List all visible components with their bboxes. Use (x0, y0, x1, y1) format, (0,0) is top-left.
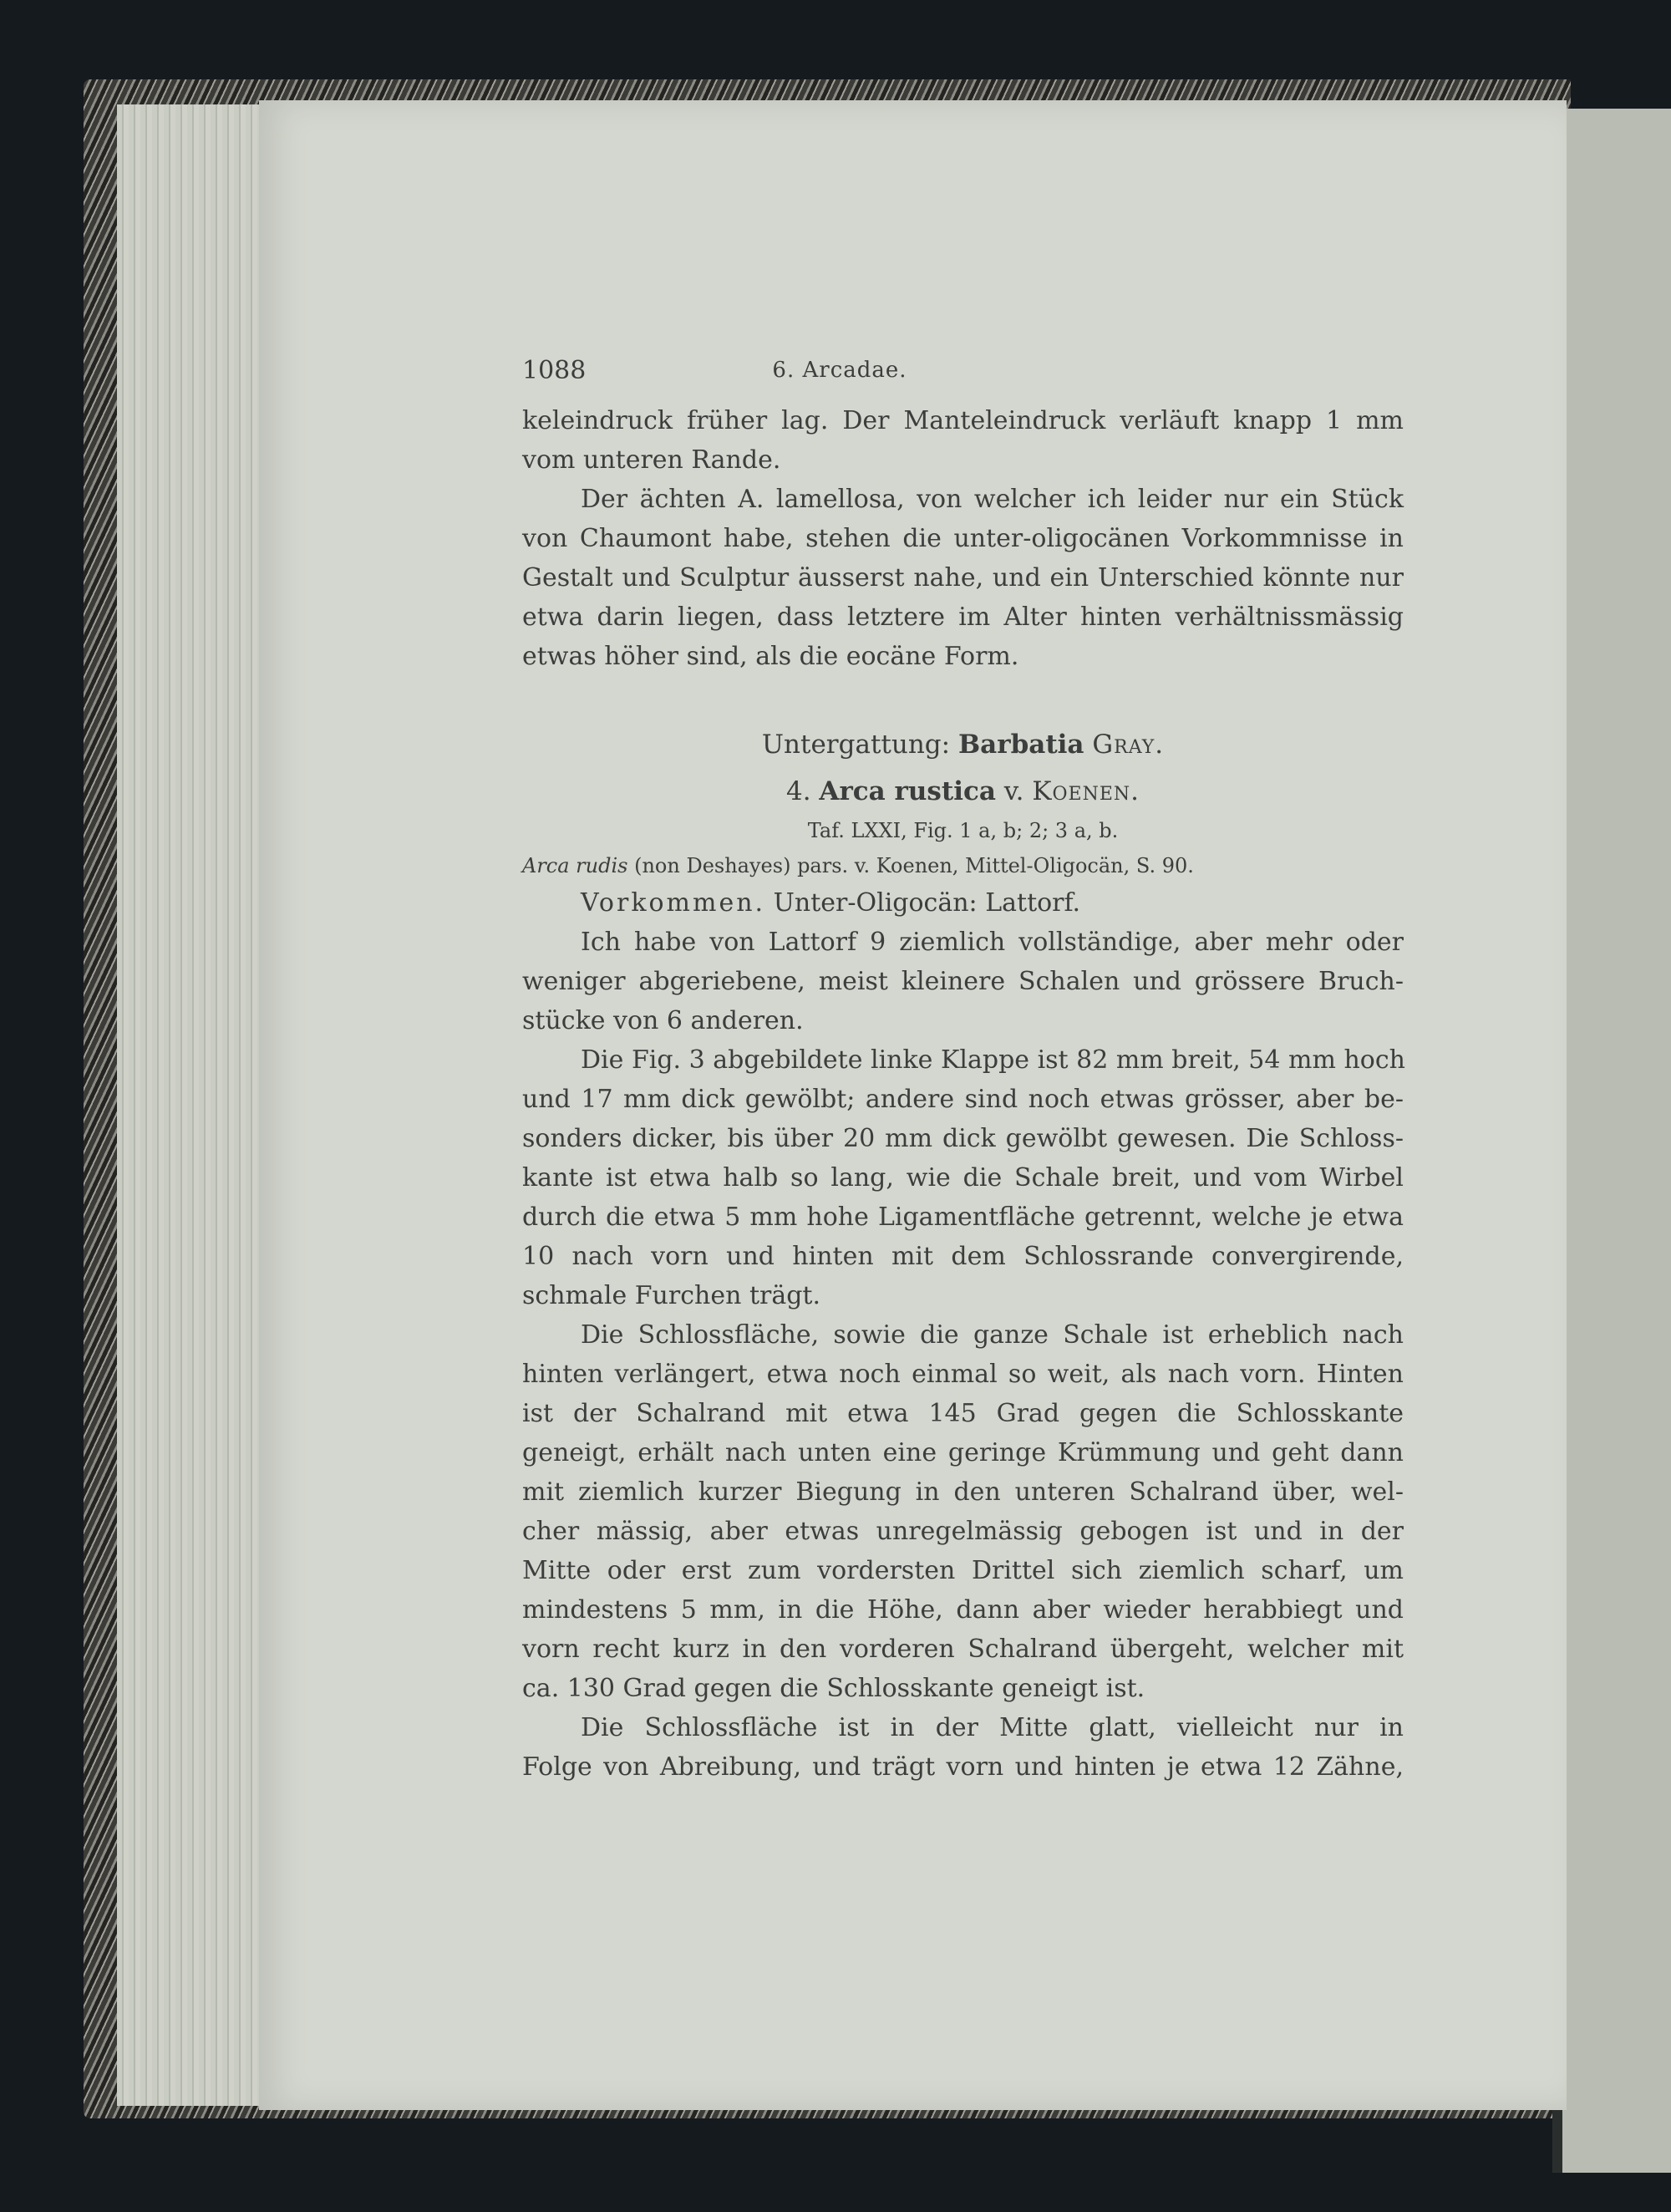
species-number: 4. (785, 776, 811, 806)
text-line: geneigt, erhält nach unten eine geringe Krümmung und geht dann (522, 1438, 1404, 1467)
synonymy-line (522, 848, 1404, 883)
text-line: Folge von Abreibung, und trägt vorn und hinten je etwa 12 Zähne, (522, 1752, 1404, 1782)
species-name: Arca rustica (819, 776, 996, 806)
running-title: 6. Arcadae. (772, 358, 907, 383)
species-heading (522, 770, 1404, 813)
text-line: Die Fig. 3 abgebildete linke Klappe ist 82 mm breit, 54 mm hoch (581, 1045, 1405, 1075)
species-author-prefix: v. (1003, 776, 1024, 806)
synonym-details: (non Deshayes) pars. v. Koenen, Mittel-Oligocän, S. 90. (634, 854, 1194, 877)
occurrence-label: Vorkommen. (581, 888, 766, 918)
book-page (259, 100, 1567, 2110)
text-line: und 17 mm dick gewölbt; andere sind noch etwas grösser, aber be- (522, 1085, 1404, 1114)
text-line: Gestalt und Sculptur äusserst nahe, und ein Unterschied könnte nur (522, 563, 1404, 592)
occurrence-value: Unter-Oligocän: Lattorf. (773, 888, 1081, 918)
body-text (522, 401, 1404, 1787)
text-line: mindestens 5 mm, in die Höhe, dann aber wieder herabbiegt und (522, 1595, 1404, 1625)
subgenus-author: Gray. (1092, 730, 1165, 760)
page-edges-stack (117, 104, 267, 2106)
species-author: Koenen. (1032, 776, 1140, 806)
text-line: keleindruck früher lag. Der Manteleindruck verläuft knapp 1 mm (522, 406, 1404, 435)
text-line: weniger abgeriebene, meist kleinere Schalen und grössere Bruch- (522, 967, 1404, 996)
text-line: 10 nach vorn und hinten mit dem Schlossrande convergirende, (522, 1242, 1404, 1271)
text-line: sonders dicker, bis über 20 mm dick gewölbt gewesen. Die Schloss- (522, 1124, 1404, 1153)
subgenus-name: Barbatia (957, 730, 1084, 760)
page-number: 1088 (522, 356, 587, 385)
text-line: vorn recht kurz in den vorderen Schalrand übergeht, welcher mit (522, 1635, 1404, 1664)
plate-reference: Taf. LXXI, Fig. 1 a, b; 2; 3 a, b. (807, 819, 1119, 842)
text-line: etwas höher sind, als die eocäne Form. (522, 642, 1019, 671)
text-line: mit ziemlich kurzer Biegung in den unteren Schalrand über, wel- (522, 1477, 1404, 1507)
running-head (522, 351, 1404, 384)
subgenus-heading (522, 720, 1404, 770)
text-line: Die Schlossfläche ist in der Mitte glatt, vielleicht nur in (581, 1713, 1404, 1742)
text-line: Die Schlossfläche, sowie die ganze Schale ist erheblich nach (581, 1320, 1404, 1350)
subgenus-prefix: Untergattung: (761, 730, 951, 760)
text-line: vom unteren Rande. (522, 445, 781, 475)
synonym-name: Arca rudis (522, 854, 628, 877)
text-line: Ich habe von Lattorf 9 ziemlich vollständige, aber mehr oder (581, 928, 1404, 957)
text-line: Mitte oder erst zum vordersten Drittel sich ziemlich scharf, um (522, 1556, 1404, 1585)
text-line: von Chaumont habe, stehen die unter-oligocänen Vorkommnisse in (522, 524, 1404, 553)
text-line: kante ist etwa halb so lang, wie die Schale breit, und vom Wirbel (522, 1163, 1404, 1192)
text-line: hinten verlängert, etwa noch einmal so weit, als nach vorn. Hinten (522, 1360, 1404, 1389)
text-line: ca. 130 Grad gegen die Schlosskante geneigt ist. (522, 1674, 1145, 1703)
text-line: cher mässig, aber etwas unregelmässig gebogen ist und in der (522, 1517, 1404, 1546)
text-line: stücke von 6 anderen. (522, 1006, 804, 1035)
occurrence-line (522, 883, 1404, 923)
facing-page-edge (1562, 109, 1671, 2173)
text-line: durch die etwa 5 mm hohe Ligamentfläche getrennt, welche je etwa (522, 1203, 1404, 1232)
text-line: Der ächten A. lamellosa, von welcher ich leider nur ein Stück (581, 485, 1404, 514)
text-line: ist der Schalrand mit etwa 145 Grad gegen die Schlosskante (522, 1399, 1404, 1428)
text-line: schmale Furchen trägt. (522, 1281, 821, 1310)
text-line: etwa darin liegen, dass letztere im Alter hinten verhältnissmässig (522, 603, 1404, 632)
